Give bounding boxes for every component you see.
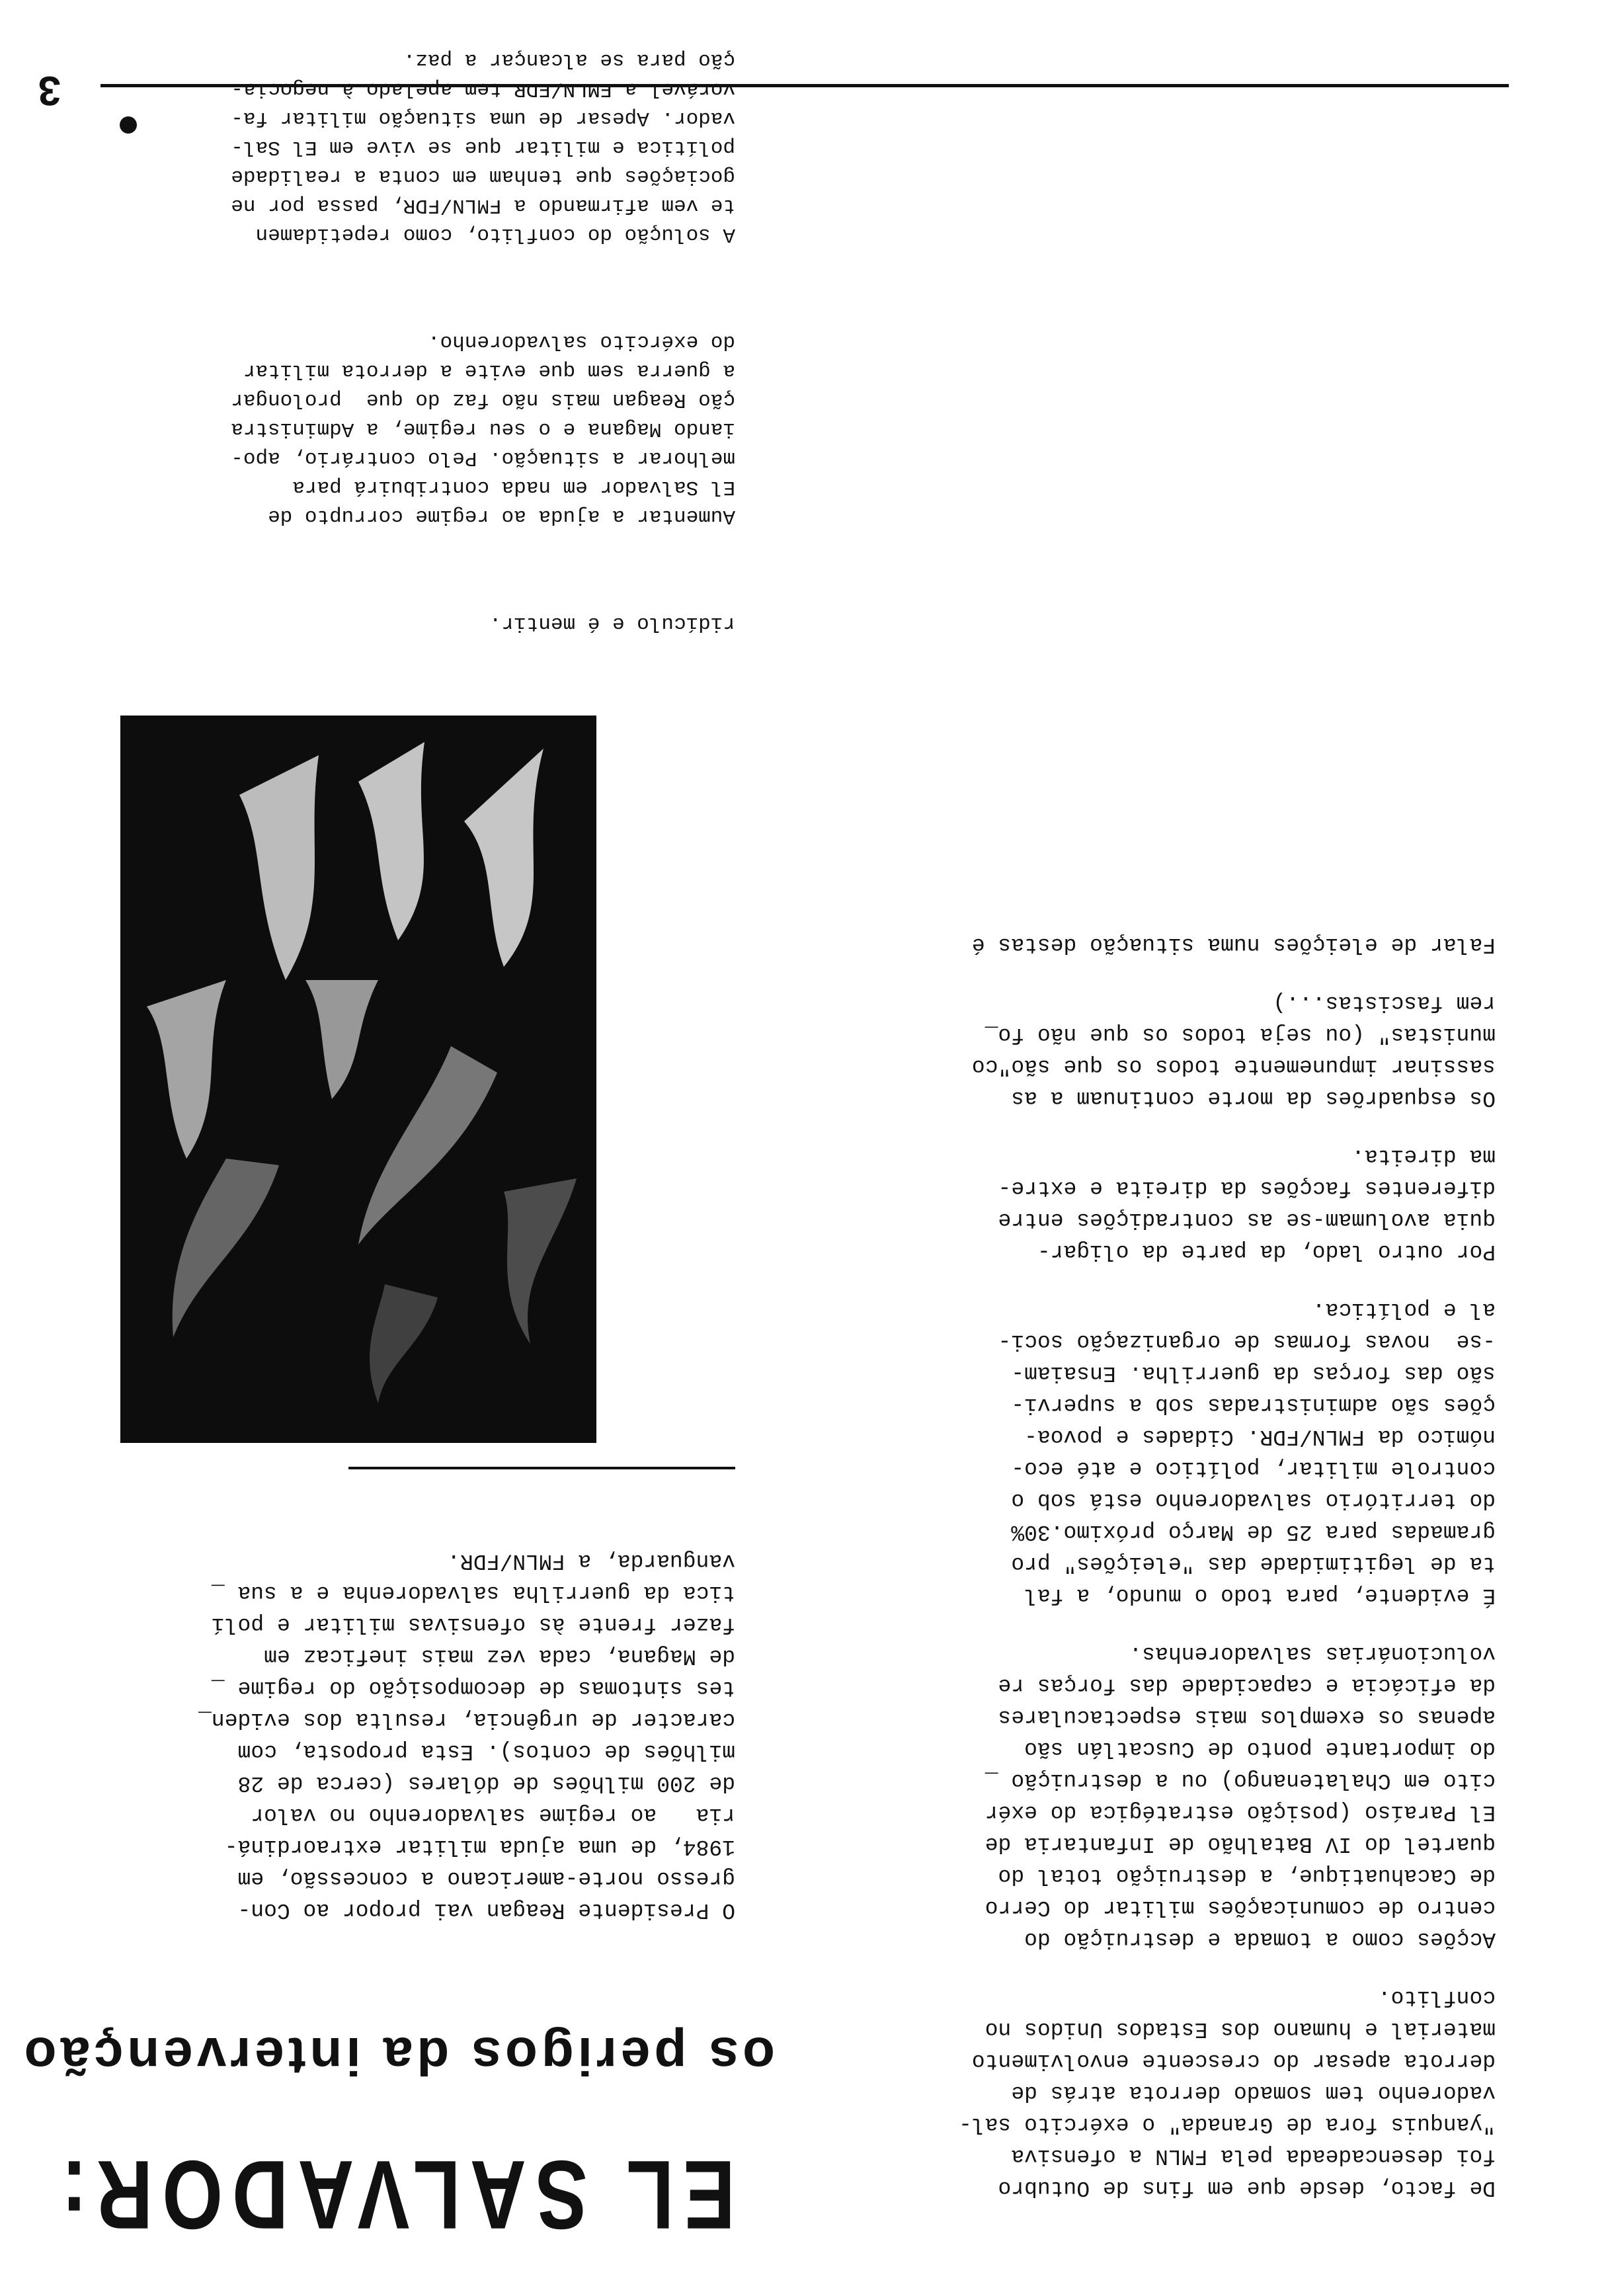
paragraph: ridículo e é mentir.	[489, 612, 735, 635]
paragraph: Acções como a tomada e destruição do centro de comunicações militar do Cerro de Cacahuatique, a destruição total do quartel do IV Batalhão de Infantaria de El Paraíso (posição estratégica do exér cito em Chalatenango) ou a destruição _ do importante ponto de Cuscatlán são apenas os exemplos mais espectaculares da eficácia e capacidade das forças re volucionárias salvadorenhas.	[985, 1641, 1496, 1951]
footer-rule	[100, 84, 1509, 87]
end-bullet	[120, 116, 137, 134]
subheadline: os perigos da intervenção	[20, 2027, 775, 2086]
page-number: 3	[38, 67, 61, 113]
paragraph: A solução do conflito, como repetidamen te vem afirmando a FMLN/FDR, passa por ne gociações que tenham em conta a realidade política e militar que se vive em El Sal- vador. Apesar de uma situação militar fa- vorável a FMLN/FDR tem apelado à negocia- ção para se alcançar a paz.	[231, 48, 735, 246]
left-text-column	[219, 0, 735, 696]
photo-illustration	[120, 716, 596, 1443]
paragraph: É evidente, para todo o mundo, a fal ta de legitimidade das "eleições" pro gramadas para 25 de Março próximo.30% do território salvadorenho está sob o controle militar, político e até eco- nómico da FMLN/FDR. Cidades e povoa- ções são administradas sob a supervi- são das forças da guerrilha. Ensaiam- -se novas formas de organização soci- al e política.	[998, 1297, 1496, 1608]
paragraph: Aumentar a ajuda ao regime corrupto de El Salvador em nada contribuirá para melhorar a situação. Pelo contrário, apo- iando Magana e o seu regime, a Administra ção Reagan mais não faz do que prolongar a guerra sem que evite a derrota militar do exército salvadorenho.	[231, 330, 735, 528]
paragraph: Os esquadrões da morte continuam a as sassinar impunemente todos os que são"co munistas" (ou seja todos os que não fo_ rem fascistas...)	[971, 991, 1496, 1110]
right-text-column	[959, 902, 1496, 2203]
intro-paragraph: O Presidente Reagan vai propor ao Con- gresso norte-americano a concessão, em 1984, de uma ajuda militar extraordiná- ria ao regime salvadorenho no valor de 200 milhões de dólares (cerca de 28 milhões de contos). Esta proposta, com caracter de urgência, resulta dos eviden_ tes sintomas de decomposição do regime _ de Magana, cada vez mais ineficaz em fazer frente às ofensivas militar e polí tica da guerrilha salvadorenha e a sua _ vanguarda, a FMLN/FDR.	[198, 1549, 735, 1922]
paragraph: Falar de eleições numa situação destas é	[971, 932, 1496, 957]
paragraph: Por outro lado, da parte da oligar- quia avolumam-se as contradições entre diferentes facções da direita e extre- ma direita.	[998, 1144, 1496, 1264]
headline: EL SALVADOR:	[52, 2139, 735, 2249]
photo-burning-figures	[120, 716, 596, 1443]
section-divider	[348, 1467, 735, 1469]
paragraph: De facto, desde que em fins de Outubro foi desencadeada pela FMLN a ofensiva "yanquis fora de Granada" o exército sal- vadorenho tem somado derrota atrás de derrota apesar do crescente envolvimento material e humano dos Estados Unidos no conflito.	[959, 1985, 1496, 2200]
